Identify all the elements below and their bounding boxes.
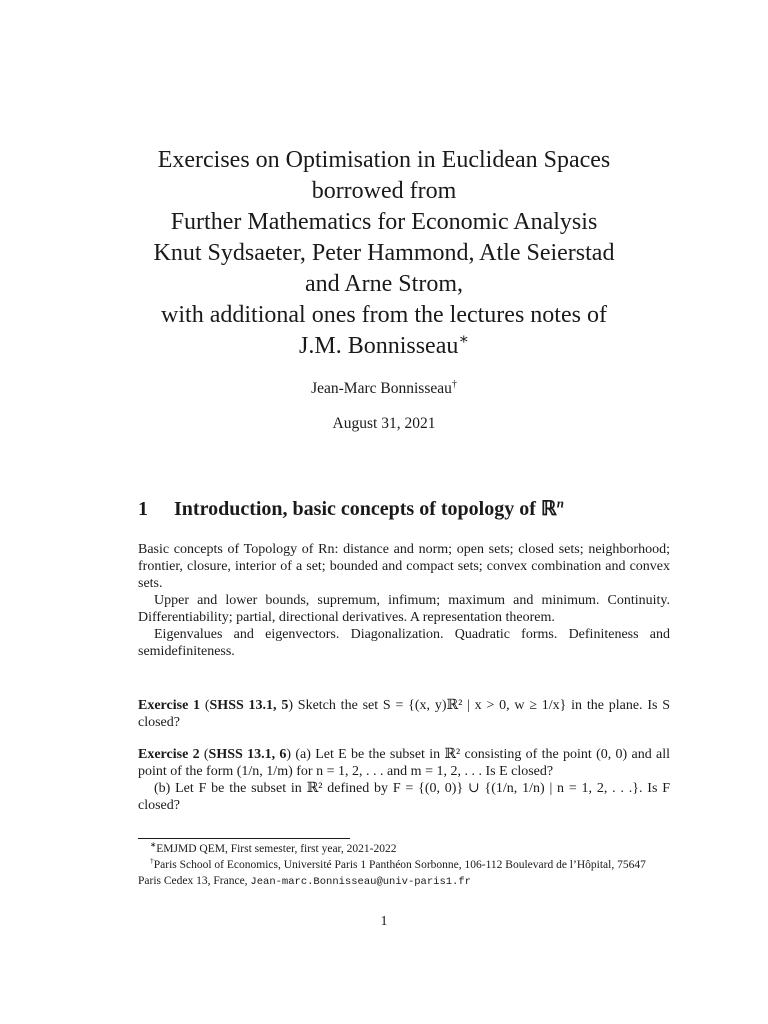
publication-date: August 31, 2021	[332, 415, 436, 432]
exercise-2-part-b: (b) Let F be the subset in ℝ² defined by F = {(0, 0)} ∪ {(1/n, 1/n) | n = 1, 2, . . .}. Is F closed?	[138, 781, 670, 813]
exercise-2-part-a: (a) Let E be the subset in ℝ² consisting of the point (0, 0) and all point of the form (1/n, 1/m) for n = 1, 2, . . . and m = 1, 2, . . . Is E closed?	[138, 747, 671, 779]
section-title: Introduction, basic concepts of topology of ℝ	[174, 498, 557, 520]
footnote-1-text: EMJMD QEM, First semester, first year, 2021-2022	[156, 843, 397, 855]
title-footnote-mark: ∗	[458, 331, 469, 348]
footnote-2-email[interactable]: Jean-marc.Bonnisseau@univ-paris1.fr	[250, 876, 471, 888]
footnote-2-text: Paris School of Economics, Université Paris 1 Panthéon Sorbonne, 106-112 Boulevard de l’Hôpital, 75647 Paris Cedex 13, France,	[138, 859, 646, 887]
section-title-superscript: n	[556, 495, 564, 511]
exercise-2: Exercise 2 (SHSS 13.1, 6) (a) Let E be the subset in ℝ² consisting of the point (0, 0) and all point of the form (1/n, 1/m) for n = 1, 2, . . . and m = 1, 2, . . . Is E closed? (b) Let F be the subset in ℝ² defined by F = {(0, 0)} ∪ {(1/n, 1/n) | n = 1, 2, . . .}. Is F closed?	[138, 747, 671, 813]
intro-text	[138, 541, 670, 660]
title-line-4: Knut Sydsaeter, Peter Hammond, Atle Seierstad	[153, 240, 615, 266]
section-heading	[138, 496, 678, 521]
exercise-1: Exercise 1 (SHSS 13.1, 5) Sketch the set S = {(x, y)ℝ² | x > 0, w ≥ 1/x} in the plane. Is S closed?	[138, 698, 671, 730]
paragraph-3: Eigenvalues and eigenvectors. Diagonalization. Quadratic forms. Definiteness and semidefiniteness.	[138, 627, 670, 659]
paper-title	[110, 145, 658, 362]
title-line-7-text: J.M. Bonnisseau	[299, 333, 459, 359]
footnote-divider	[138, 838, 350, 839]
title-line-1: Exercises on Optimisation in Euclidean Spaces	[157, 147, 611, 173]
footnote-2-mark: †	[150, 856, 154, 866]
title-line-7	[110, 331, 658, 362]
exercise-1-text: Sketch the set S = {(x, y)ℝ² | x > 0, w ≥ 1/x} in the plane. Is S closed?	[138, 698, 671, 730]
title-line-2: borrowed from	[311, 178, 457, 204]
paragraph-1: Basic concepts of Topology of Rn: distance and norm; open sets; closed sets; neighborhood; frontier, closure, interior of a set; bounded and compact sets; convex combination and convex sets.	[138, 542, 670, 591]
footnote-1-mark: ∗	[150, 840, 157, 850]
paragraph-2: Upper and lower bounds, supremum, infimum; maximum and minimum. Continuity. Differentiability; partial, directional derivatives. A representation theorem.	[138, 593, 670, 625]
section-number: 1	[138, 498, 148, 520]
author-footnote-mark: †	[451, 378, 457, 390]
title-line-6: with additional ones from the lectures notes of	[161, 302, 607, 328]
page-number: 1	[380, 914, 388, 929]
title-line-5: and Arne Strom,	[305, 271, 463, 297]
author-name: Jean-Marc Bonnisseau	[311, 380, 452, 397]
exercise-2-label: Exercise 2	[138, 747, 200, 762]
exercise-1-ref: SHSS 13.1, 5	[209, 698, 289, 713]
author-line	[110, 380, 658, 398]
exercise-1-label: Exercise 1	[138, 698, 201, 713]
footnote-2	[138, 857, 670, 890]
footnotes	[138, 841, 670, 890]
title-line-3: Further Mathematics for Economic Analysis	[170, 209, 598, 235]
exercise-2-ref: SHSS 13.1, 6	[208, 747, 287, 762]
footnote-1	[138, 841, 670, 857]
